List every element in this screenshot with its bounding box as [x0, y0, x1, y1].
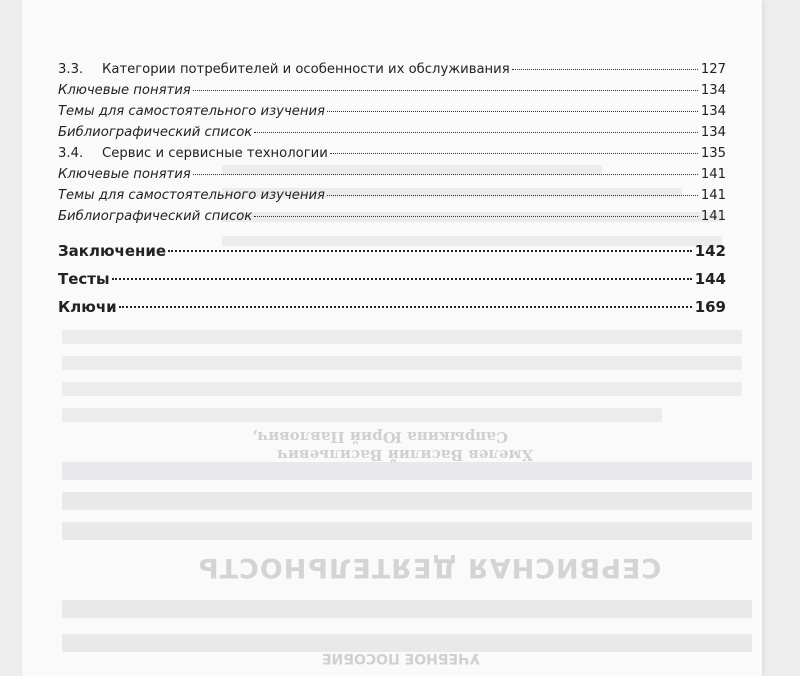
toc-page-number: 141: [700, 188, 726, 203]
table-of-contents: [58, 62, 726, 326]
toc-entry-title: Темы для самостоятельного изучения: [58, 188, 325, 203]
toc-entry-title: Ключевые понятия: [58, 167, 191, 182]
toc-entry-title: Библиографический список: [58, 209, 253, 224]
dot-leader: [112, 278, 692, 280]
toc-entry-subsection: [58, 188, 726, 209]
dot-leader: [193, 90, 698, 91]
toc-page-number: 135: [700, 146, 726, 161]
toc-entry-section: [58, 62, 726, 83]
dot-leader: [193, 174, 698, 175]
bleed-through-title: СЕРВИСНАЯ ДЕЯТЕЛЬНОСТЬ: [197, 552, 662, 583]
toc-entry-title: Категории потребителей и особенности их обслуживания: [102, 62, 510, 77]
book-page: [22, 0, 762, 676]
toc-page-number: 141: [700, 209, 726, 224]
toc-section-number: 3.3.: [58, 62, 84, 77]
toc-page-number: 127: [700, 62, 726, 77]
toc-entry-subsection: [58, 83, 726, 104]
toc-entry-subsection: [58, 125, 726, 146]
toc-entry-tests: [58, 270, 726, 298]
toc-entry-title: Заключение: [58, 242, 167, 260]
toc-entry-title: Тесты: [58, 270, 110, 288]
dot-leader: [168, 250, 692, 252]
toc-entry-conclusion: [58, 242, 726, 270]
toc-entry-keys: [58, 298, 726, 326]
bleed-through-author-1: Сапрыкина Юрий Павлович,: [252, 428, 508, 446]
toc-entry-title: Темы для самостоятельного изучения: [58, 104, 325, 119]
toc-entry-subsection: [58, 167, 726, 188]
dot-leader: [512, 69, 698, 70]
toc-entry-title: Сервис и сервисные технологии: [102, 146, 328, 161]
toc-entry-subsection: [58, 104, 726, 125]
toc-page-number: 169: [694, 298, 726, 316]
dot-leader: [254, 132, 698, 133]
dot-leader: [327, 195, 698, 196]
toc-entry-section: [58, 146, 726, 167]
dot-leader: [330, 153, 698, 154]
dot-leader: [327, 111, 698, 112]
toc-entry-title: Ключи: [58, 298, 117, 316]
toc-page-number: 142: [694, 242, 726, 260]
bleed-through-subtitle: УЧЕБНОЕ ПОСОБИЕ: [322, 650, 481, 666]
toc-page-number: 134: [700, 104, 726, 119]
toc-page-number: 134: [700, 125, 726, 140]
bleed-through-author-2: Хмелев Василий Васильевич: [277, 446, 534, 464]
dot-leader: [119, 306, 692, 308]
toc-entry-subsection: [58, 209, 726, 230]
toc-entry-title: Библиографический список: [58, 125, 253, 140]
toc-page-number: 141: [700, 167, 726, 182]
toc-entry-title: Ключевые понятия: [58, 83, 191, 98]
toc-section-number: 3.4.: [58, 146, 84, 161]
toc-page-number: 134: [700, 83, 726, 98]
toc-page-number: 144: [694, 270, 726, 288]
dot-leader: [254, 216, 698, 217]
